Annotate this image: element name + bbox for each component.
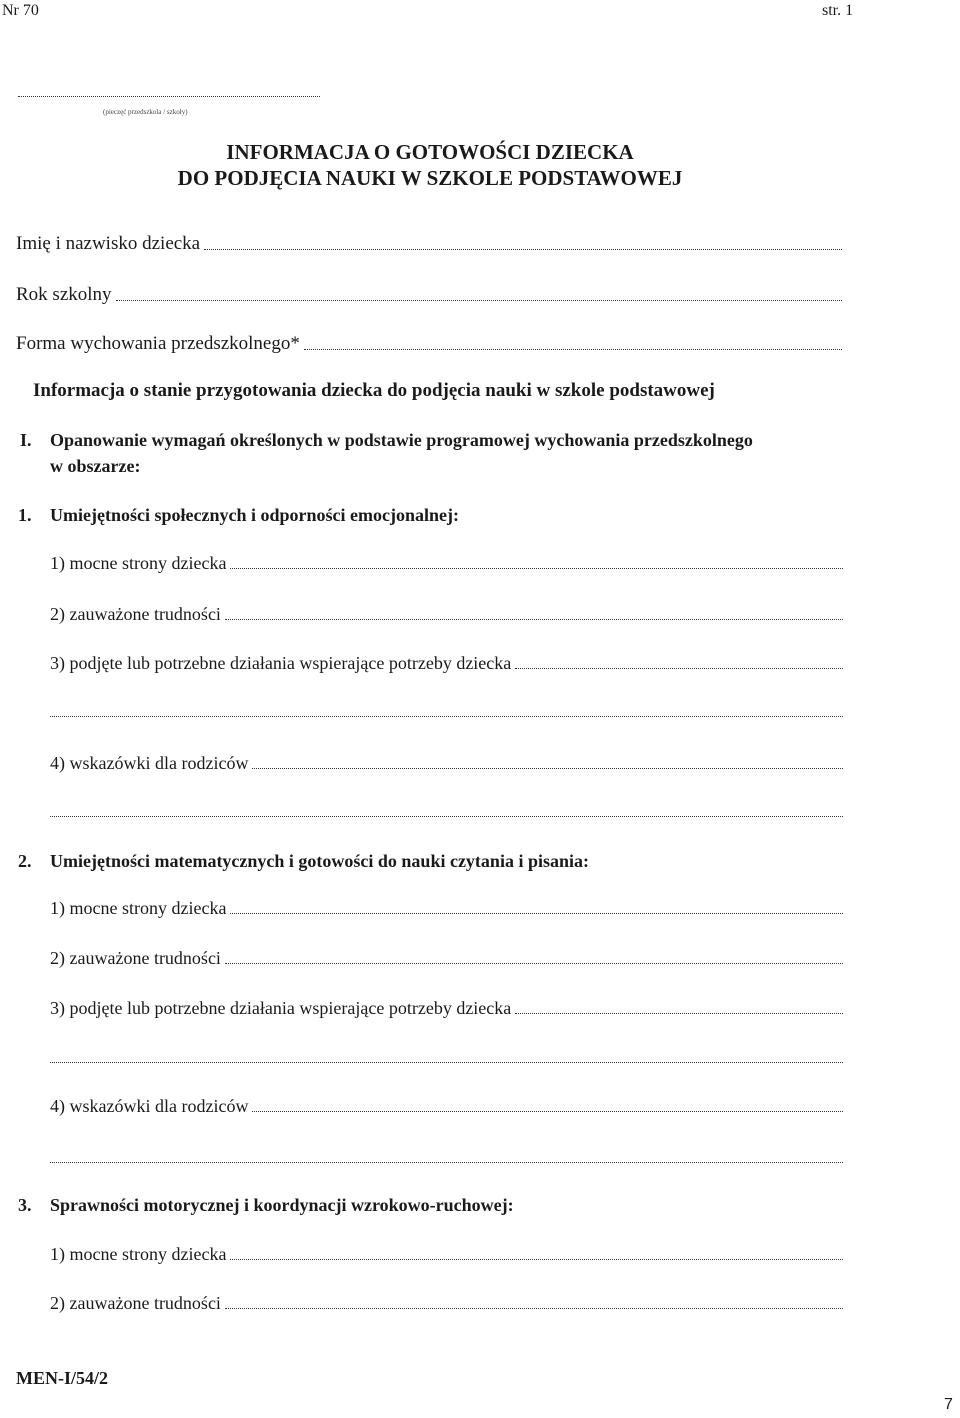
s3-difficulties-field[interactable]: [50, 1293, 843, 1314]
school-year-input[interactable]: [116, 300, 842, 301]
stamp-caption: (pieczęć przedszkola / szkoły): [103, 108, 188, 116]
s1-difficulties-input[interactable]: [225, 619, 843, 620]
section2-number: 2.: [18, 851, 32, 871]
s1-actions-input[interactable]: [515, 668, 843, 669]
preschool-form-label: Forma wychowania przedszkolnego*: [16, 333, 300, 354]
s2-actions-field[interactable]: [50, 998, 843, 1019]
preschool-form-input[interactable]: [304, 349, 842, 350]
section1-title: Umiejętności społecznych i odporności emocjonalnej:: [50, 505, 459, 525]
s2-strengths-label: 1) mocne strony dziecka: [50, 898, 227, 918]
child-name-field[interactable]: [16, 233, 842, 255]
s1-parent-tips-continuation-line[interactable]: [50, 816, 843, 817]
section3-title: Sprawności motorycznej i koordynacji wzrokowo-ruchowej:: [50, 1195, 514, 1215]
s1-difficulties-label: 2) zauważone trudności: [50, 604, 221, 624]
s1-strengths-label: 1) mocne strony dziecka: [50, 553, 227, 573]
child-name-label: Imię i nazwisko dziecka: [16, 233, 201, 254]
part1-line1: Opanowanie wymagań określonych w podstawie programowej wychowania przedszkolnego: [50, 430, 753, 450]
info-heading: Informacja o stanie przygotowania dziecka do podjęcia nauki w szkole podstawowej: [33, 380, 715, 401]
s1-parent-tips-field[interactable]: [50, 753, 843, 774]
s2-parent-tips-label: 4) wskazówki dla rodziców: [50, 1096, 249, 1116]
s1-actions-continuation-line[interactable]: [50, 716, 843, 717]
s2-strengths-field[interactable]: [50, 898, 843, 919]
s3-strengths-label: 1) mocne strony dziecka: [50, 1244, 227, 1264]
s1-parent-tips-input[interactable]: [252, 768, 843, 769]
s3-difficulties-input[interactable]: [225, 1308, 843, 1309]
s1-strengths-input[interactable]: [230, 568, 843, 569]
section3-number: 3.: [18, 1195, 32, 1215]
s2-actions-label: 3) podjęte lub potrzebne działania wspierające potrzeby dziecka: [50, 998, 512, 1018]
s2-parent-tips-field[interactable]: [50, 1096, 843, 1117]
s3-strengths-input[interactable]: [230, 1259, 843, 1260]
s1-parent-tips-label: 4) wskazówki dla rodziców: [50, 753, 249, 773]
s1-difficulties-field[interactable]: [50, 604, 843, 625]
header-left: Nr 70: [2, 2, 39, 19]
header-right: str. 1: [822, 2, 854, 19]
s2-parent-tips-input[interactable]: [252, 1111, 843, 1112]
s2-difficulties-field[interactable]: [50, 948, 843, 969]
document-title-line2: DO PODJĘCIA NAUKI W SZKOLE PODSTAWOWEJ: [177, 166, 683, 190]
part1-number: I.: [20, 430, 32, 450]
section2-title: Umiejętności matematycznych i gotowości do nauki czytania i pisania:: [50, 851, 589, 871]
page-number: 7: [944, 1396, 953, 1413]
child-name-input[interactable]: [204, 249, 842, 250]
s2-actions-input[interactable]: [515, 1013, 843, 1014]
s2-actions-continuation-line[interactable]: [50, 1062, 843, 1063]
preschool-form-field[interactable]: [16, 333, 842, 355]
form-code: MEN-I/54/2: [16, 1368, 108, 1388]
school-year-label: Rok szkolny: [16, 284, 112, 305]
s2-difficulties-input[interactable]: [225, 963, 843, 964]
stamp-line: [18, 96, 320, 97]
s2-difficulties-label: 2) zauważone trudności: [50, 948, 221, 968]
section1-number: 1.: [18, 505, 32, 525]
s1-actions-field[interactable]: [50, 653, 843, 674]
s2-parent-tips-continuation-line[interactable]: [50, 1162, 843, 1163]
document-title-line1: INFORMACJA O GOTOWOŚCI DZIECKA: [226, 140, 634, 164]
s1-strengths-field[interactable]: [50, 553, 843, 574]
s1-actions-label: 3) podjęte lub potrzebne działania wspierające potrzeby dziecka: [50, 653, 512, 673]
s3-strengths-field[interactable]: [50, 1244, 843, 1265]
s2-strengths-input[interactable]: [230, 913, 843, 914]
part1-line2: w obszarze:: [50, 456, 141, 476]
school-year-field[interactable]: [16, 284, 842, 306]
s3-difficulties-label: 2) zauważone trudności: [50, 1293, 221, 1313]
